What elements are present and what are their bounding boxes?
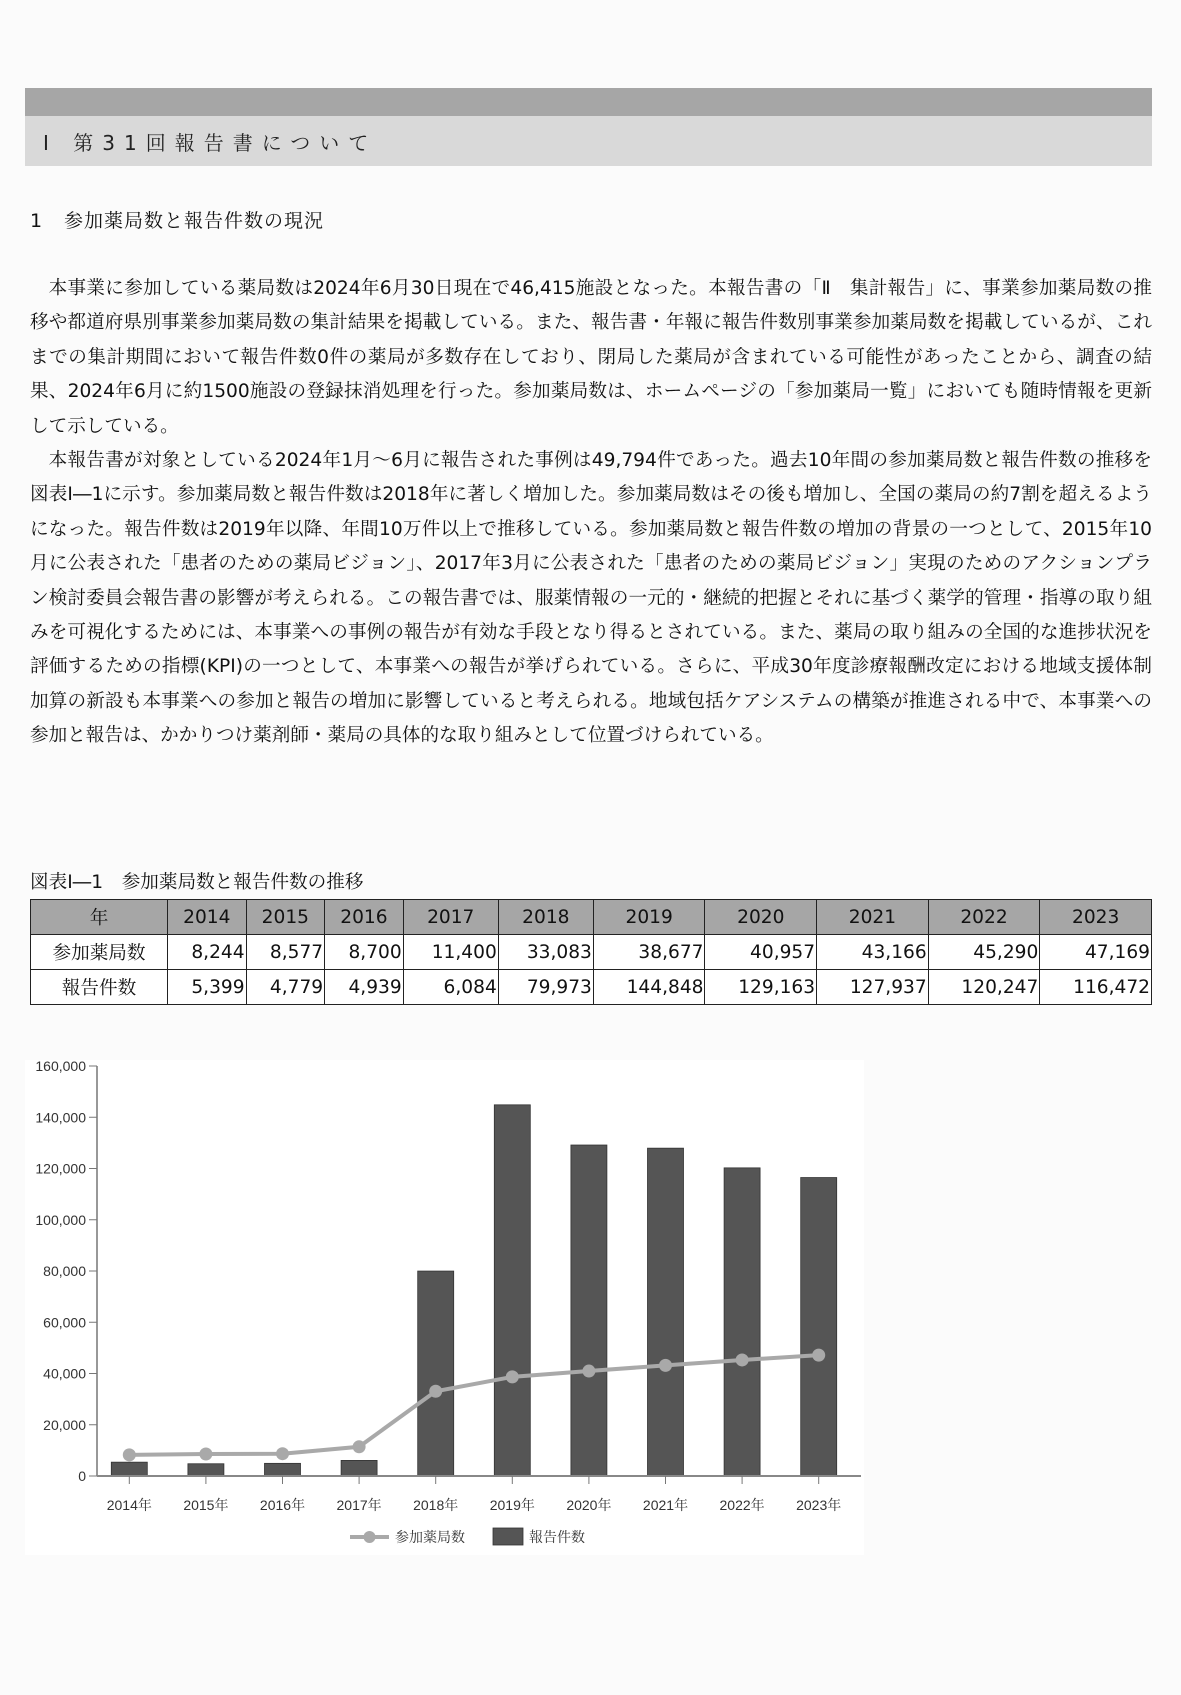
y-tick-label: 20,000 (43, 1416, 86, 1433)
figure-caption: 図表Ⅰ―1 参加薬局数と報告件数の推移 (30, 872, 364, 893)
table-header-cell: 2023 (1040, 900, 1152, 935)
bar (648, 1148, 684, 1476)
table-cell: 4,779 (246, 970, 325, 1005)
y-tick-label: 100,000 (35, 1211, 86, 1228)
table-cell: 33,083 (498, 935, 593, 970)
table-cell: 45,290 (928, 935, 1040, 970)
x-tick-label: 2019年 (489, 1497, 535, 1513)
table-cell: 38,677 (593, 935, 705, 970)
table-cell: 127,937 (817, 970, 929, 1005)
line-marker (123, 1448, 136, 1461)
legend-label: 参加薬局数 (395, 1530, 465, 1546)
section-header-bar (25, 88, 1152, 116)
data-table (30, 899, 1152, 1005)
table-cell: 47,169 (1040, 935, 1152, 970)
table-header-cell: 2014 (168, 900, 247, 935)
y-tick-label: 80,000 (43, 1263, 86, 1279)
y-tick-label: 40,000 (43, 1365, 86, 1382)
table-header-cell: 2018 (498, 900, 593, 935)
x-tick-label: 2022年 (719, 1497, 765, 1513)
line-marker (506, 1370, 519, 1383)
bar (724, 1168, 760, 1476)
x-tick-label: 2014年 (106, 1497, 152, 1513)
line-marker (736, 1353, 749, 1366)
table-header-row (31, 900, 1152, 935)
x-tick-label: 2021年 (642, 1497, 689, 1513)
y-tick-label: 0 (78, 1468, 86, 1484)
table-cell: 11,400 (403, 935, 498, 970)
table-header-cell: 2021 (817, 900, 929, 935)
y-tick-label: 160,000 (35, 1060, 86, 1074)
table-header-cell: 2017 (403, 900, 498, 935)
table-row (31, 935, 1152, 970)
table-cell: 40,957 (705, 935, 817, 970)
y-tick-label: 120,000 (35, 1160, 86, 1177)
table-header-cell: 2022 (928, 900, 1040, 935)
table-cell: 120,247 (928, 970, 1040, 1005)
x-tick-label: 2015年 (183, 1497, 229, 1513)
table-header-cell: 2019 (593, 900, 705, 935)
table-cell: 6,084 (403, 970, 498, 1005)
section-title: Ⅰ 第31回報告書について (43, 130, 378, 155)
bar (188, 1464, 224, 1476)
x-tick-label: 2020年 (566, 1497, 612, 1513)
table-header-cell: 年 (31, 900, 168, 935)
section-header (25, 116, 1152, 166)
line-marker (199, 1448, 212, 1461)
combo-chart (25, 1060, 864, 1555)
bar (494, 1105, 530, 1476)
paragraph: 本報告書が対象としている2024年1月～6月に報告された事例は49,794件であった。過去10年間の参加薬局数と報告件数の推移を図表Ⅰ―1に示す。参加薬局数と報告件数は2018年に著しく増加した。参加薬局数はその後も増加し、全国の薬局の約7割を超えるようになった。報告件数は2019年以降、年間10万件以上で推移している。参加薬局数と報告件数の増加の背景の一つとして、2015年10月に公表された「患者のための薬局ビジョン」、2017年3月に公表された「患者のための薬局ビジョン」実現のためのアクションプラン検討委員会報告書の影響が考えられる。この報告書では、服薬情報の一元的・継続的把握とそれに基づく薬学的管理・指導の取り組みを可視化するためには、本事業への事例の報告が有効な手段となり得るとされている。また、薬局の取り組みの全国的な進捗状況を評価するための指標(KPI)の一つとして、本事業への報告が挙げられている。さらに、平成30年度診療報酬改定における地域支援体制加算の新設も本事業への参加と報告の増加に影響していると考えられる。地域包括ケアシステムの構築が推進される中で、本事業への参加と報告は、かかりつけ薬剤師・薬局の具体的な取り組みとして位置づけられている。 (30, 450, 1152, 747)
bar (341, 1460, 377, 1476)
subsection-title: 参加薬局数と報告件数の現況 (64, 210, 325, 232)
table-cell: 144,848 (593, 970, 705, 1005)
y-tick-label: 140,000 (35, 1109, 86, 1126)
legend-marker-icon (364, 1531, 376, 1543)
line-marker (353, 1440, 366, 1453)
x-tick-label: 2023年 (796, 1497, 842, 1513)
chart (25, 1060, 864, 1555)
table-header-cell: 2016 (325, 900, 404, 935)
row-label: 参加薬局数 (31, 935, 168, 970)
table-header-cell: 2015 (246, 900, 325, 935)
line-marker (659, 1359, 672, 1372)
bar (418, 1271, 454, 1476)
paragraph: 本事業に参加している薬局数は2024年6月30日現在で46,415施設となった。本報告書の「Ⅱ 集計報告」に、事業参加薬局数の推移や都道府県別事業参加薬局数の集計結果を掲載している。また、報告書・年報に報告件数別事業参加薬局数を掲載しているが、これまでの集計期間において報告件数0件の薬局が多数存在しており、閉局した薬局が含まれている可能性があったことから、調査の結果、2024年6月に約1500施設の登録抹消処理を行った。参加薬局数は、ホームページの「参加薬局一覧」においても随時情報を更新して示している。 (30, 278, 1152, 437)
body-text (30, 272, 1152, 754)
line-marker (812, 1349, 825, 1362)
table-cell: 79,973 (498, 970, 593, 1005)
table-cell: 5,399 (168, 970, 247, 1005)
subsection-heading (30, 206, 324, 233)
table-cell: 129,163 (705, 970, 817, 1005)
table-cell: 8,700 (325, 935, 404, 970)
x-tick-label: 2018年 (413, 1497, 459, 1513)
table-cell: 4,939 (325, 970, 404, 1005)
line-marker (429, 1385, 442, 1398)
line-marker (276, 1447, 289, 1460)
table-row (31, 970, 1152, 1005)
x-tick-label: 2016年 (259, 1497, 306, 1513)
line-marker (582, 1365, 595, 1378)
bar (571, 1145, 607, 1476)
table-cell: 8,244 (168, 935, 247, 970)
row-label: 報告件数 (31, 970, 168, 1005)
legend-bar-icon (493, 1528, 523, 1545)
legend-label: 報告件数 (529, 1530, 585, 1546)
table-cell: 43,166 (817, 935, 929, 970)
bar (265, 1463, 301, 1476)
table-header-cell: 2020 (705, 900, 817, 935)
y-tick-label: 60,000 (43, 1314, 86, 1331)
subsection-number: 1 (30, 210, 44, 232)
bar (801, 1178, 837, 1476)
bar (111, 1462, 147, 1476)
line-series (129, 1355, 818, 1455)
table-cell: 116,472 (1040, 970, 1152, 1005)
table-cell: 8,577 (246, 935, 325, 970)
x-tick-label: 2017年 (336, 1497, 382, 1513)
